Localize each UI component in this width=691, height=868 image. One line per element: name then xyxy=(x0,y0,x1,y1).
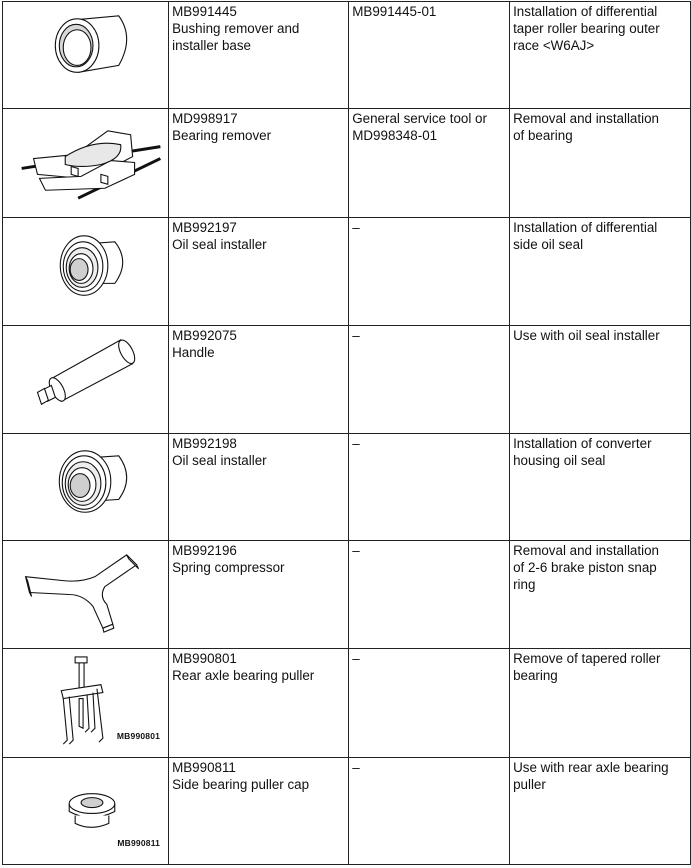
tool-number: MB992075 xyxy=(172,328,237,343)
tool-illustration-cell xyxy=(3,758,169,865)
table-row xyxy=(3,109,691,218)
application-cell xyxy=(510,326,691,434)
supersession-cell xyxy=(349,2,510,109)
tool-name: Side bearing puller cap xyxy=(172,777,310,792)
tool-name: Rear axle bearing puller xyxy=(172,668,315,683)
tool-name: Handle xyxy=(172,345,215,360)
application-text: Removal and installation xyxy=(513,111,659,126)
application-text: puller xyxy=(513,777,546,792)
supersession-cell xyxy=(349,109,510,218)
supersession-cell xyxy=(349,326,510,434)
application-text: Use with rear axle bearing xyxy=(513,760,669,775)
table-row xyxy=(3,2,691,109)
tool-number: MB992196 xyxy=(172,543,237,558)
supersession-cell xyxy=(349,649,510,758)
table-row xyxy=(3,541,691,649)
tool-number: MB990811 xyxy=(172,760,236,775)
tool-illustration-cell xyxy=(3,541,169,649)
application-text: ring xyxy=(513,577,536,592)
tool-number-name-cell xyxy=(169,326,349,434)
table-row xyxy=(3,649,691,758)
tool-number-name-cell xyxy=(169,434,349,541)
application-text: of 2-6 brake piston snap xyxy=(513,560,657,575)
application-cell xyxy=(510,758,691,865)
tool-name: installer base xyxy=(172,38,251,53)
supersession-cell xyxy=(349,541,510,649)
supersession-cell xyxy=(349,434,510,541)
tool-name: Bearing remover xyxy=(172,128,272,143)
application-text: taper roller bearing outer xyxy=(513,21,660,36)
illustration-label: MB990811 xyxy=(117,838,161,848)
table-row xyxy=(3,218,691,326)
bearing-remover-icon xyxy=(3,109,169,217)
supersession-text: MD998348-01 xyxy=(352,128,438,143)
supersession-cell xyxy=(349,758,510,865)
tool-number-name-cell xyxy=(169,109,349,218)
tool-number-name-cell xyxy=(169,2,349,109)
special-tools-table xyxy=(2,1,691,865)
supersession-text: – xyxy=(352,760,360,775)
tool-number: MB992197 xyxy=(172,220,237,235)
application-text: of bearing xyxy=(513,128,573,143)
application-text: Use with oil seal installer xyxy=(513,328,660,343)
tool-illustration-cell xyxy=(3,109,169,218)
application-cell xyxy=(510,434,691,541)
tool-number-name-cell xyxy=(169,541,349,649)
bushing-base-icon xyxy=(3,2,169,108)
table-row xyxy=(3,434,691,541)
tool-illustration-cell xyxy=(3,218,169,326)
application-cell xyxy=(510,218,691,326)
illustration-label: MB990801 xyxy=(116,731,161,741)
handle-icon xyxy=(3,326,169,433)
application-text: housing oil seal xyxy=(513,453,606,468)
tool-name: Spring compressor xyxy=(172,560,285,575)
supersession-text: – xyxy=(352,543,360,558)
tool-name: Oil seal installer xyxy=(172,237,267,252)
tool-illustration-cell xyxy=(3,434,169,541)
supersession-cell xyxy=(349,218,510,326)
supersession-text: General service tool or xyxy=(352,111,487,126)
application-cell xyxy=(510,109,691,218)
oil-seal-installer-icon xyxy=(3,434,169,540)
application-cell xyxy=(510,541,691,649)
supersession-text: MB991445-01 xyxy=(352,4,437,19)
spring-compressor-icon xyxy=(3,541,169,648)
supersession-text: – xyxy=(352,436,360,451)
application-cell xyxy=(510,649,691,758)
application-text: side oil seal xyxy=(513,237,584,252)
application-text: bearing xyxy=(513,668,558,683)
tool-number: MB990801 xyxy=(172,651,237,666)
tool-number-name-cell xyxy=(169,758,349,865)
application-text: Removal and installation xyxy=(513,543,659,558)
oil-seal-installer-icon xyxy=(3,218,169,325)
table-row xyxy=(3,326,691,434)
table-row xyxy=(3,758,691,865)
tool-number-name-cell xyxy=(169,649,349,758)
application-cell xyxy=(510,2,691,109)
tool-name: Oil seal installer xyxy=(172,453,267,468)
application-text: Remove of tapered roller xyxy=(513,651,661,666)
supersession-text: – xyxy=(352,328,360,343)
tool-illustration-cell xyxy=(3,326,169,434)
supersession-text: – xyxy=(352,651,360,666)
tool-number: MD998917 xyxy=(172,111,238,126)
tool-number: MB991445 xyxy=(172,4,237,19)
tool-name: Bushing remover and xyxy=(172,21,300,36)
application-text: Installation of differential xyxy=(513,220,658,235)
application-text: Installation of differential xyxy=(513,4,658,19)
tool-illustration-cell xyxy=(3,649,169,758)
application-text: race <W6AJ> xyxy=(513,38,595,53)
application-text: Installation of converter xyxy=(513,436,652,451)
tool-number-name-cell xyxy=(169,218,349,326)
tool-number: MB992198 xyxy=(172,436,237,451)
supersession-text: – xyxy=(352,220,360,235)
tool-illustration-cell xyxy=(3,2,169,109)
